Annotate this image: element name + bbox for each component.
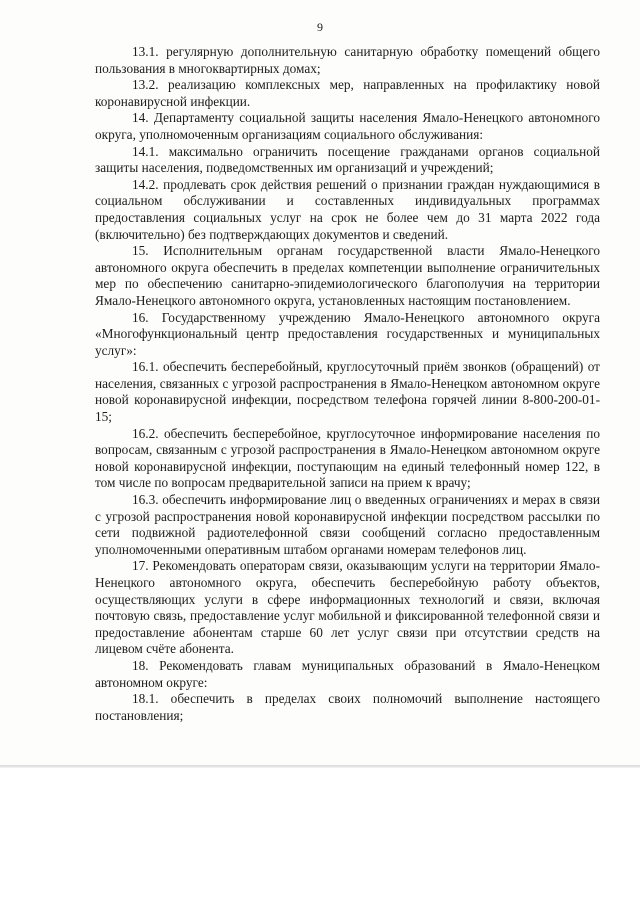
paragraph-13-1: 13.1. регулярную дополнительную санитарную обработку помещений общего пользования в многоквартирных домах; bbox=[95, 44, 600, 76]
paragraph-14-2: 14.2. продлевать срок действия решений о признании граждан нуждающимися в социальном обслуживании и составленных индивидуальных программах предоставления социальных услуг на срок не более чем до 31 марта 2022 года (включительно) без подтверждающих документов и сведений. bbox=[95, 176, 600, 242]
paragraph-14-1: 14.1. максимально ограничить посещение гражданами органов социальной защиты населения, подведомственных им организаций и учреждений; bbox=[95, 143, 600, 176]
paragraph-16-1: 16.1. обеспечить бесперебойный, круглосуточный приём звонков (обращений) от населения, связанных с угрозой распространения в Ямало-Ненецком автономном округе новой коронавирусной инфекции, посредством телефона горячей линии 8-800-200-01-15; bbox=[95, 359, 600, 425]
paragraph-16-2: 16.2. обеспечить бесперебойное, круглосуточное информирование населения по вопросам, связанным с угрозой распространения в Ямало-Ненецком автономном округе новой коронавирусной инфекции, поступающим на единый телефонный номер 122, в том числе по вопросам предварительной записи на прием к врачу; bbox=[95, 425, 600, 491]
paragraph-16: 16. Государственному учреждению Ямало-Ненецкого автономного округа «Многофункциональный центр предоставления государственных и муниципальных услуг»: bbox=[95, 309, 600, 358]
paragraph-16-3: 16.3. обеспечить информирование лиц о введенных ограничениях и мерах в связи с угрозой распространения новой коронавирусной инфекции посредством рассылки по сети подвижной радиотелефонной связи сообщений согласно предоставленным уполномоченными оперативным штабом органами номерам телефонов лиц. bbox=[95, 492, 600, 557]
paragraph-13-2: 13.2. реализацию комплексных мер, направленных на профилактику новой коронавирусной инфекции. bbox=[95, 77, 600, 109]
paragraph-14: 14. Департаменту социальной защиты населения Ямало-Ненецкого автономного округа, уполномоченным организациям социального обслуживания: bbox=[95, 110, 600, 142]
page-number: 9 bbox=[317, 20, 323, 34]
document-body bbox=[95, 44, 600, 724]
page-bottom-edge bbox=[0, 765, 640, 768]
paragraph-15: 15. Исполнительным органам государственной власти Ямало-Ненецкого автономного округа обеспечить в пределах компетенции выполнение ограничительных мер по обеспечению санитарно-эпидемиологического благополучия на территории Ямало-Ненецкого автономного округа, установленных настоящим постановлением. bbox=[95, 243, 600, 308]
paragraph-18: 18. Рекомендовать главам муниципальных образований в Ямало-Ненецком автономном округе: bbox=[95, 657, 600, 690]
paragraph-17: 17. Рекомендовать операторам связи, оказывающим услуги на территории Ямало-Ненецкого автономного округа, обеспечить бесперебойную работу объектов, осуществляющих услуги в сфере информационных технологий и связи, включая почтовую связь, предоставление услуг мобильной и фиксированной телефонной связи и предоставление абонентам старше 60 лет услуг связи при отсутствии средств на лицевом счёте абонента. bbox=[95, 558, 600, 657]
paragraph-18-1: 18.1. обеспечить в пределах своих полномочий выполнение настоящего постановления; bbox=[95, 691, 600, 723]
